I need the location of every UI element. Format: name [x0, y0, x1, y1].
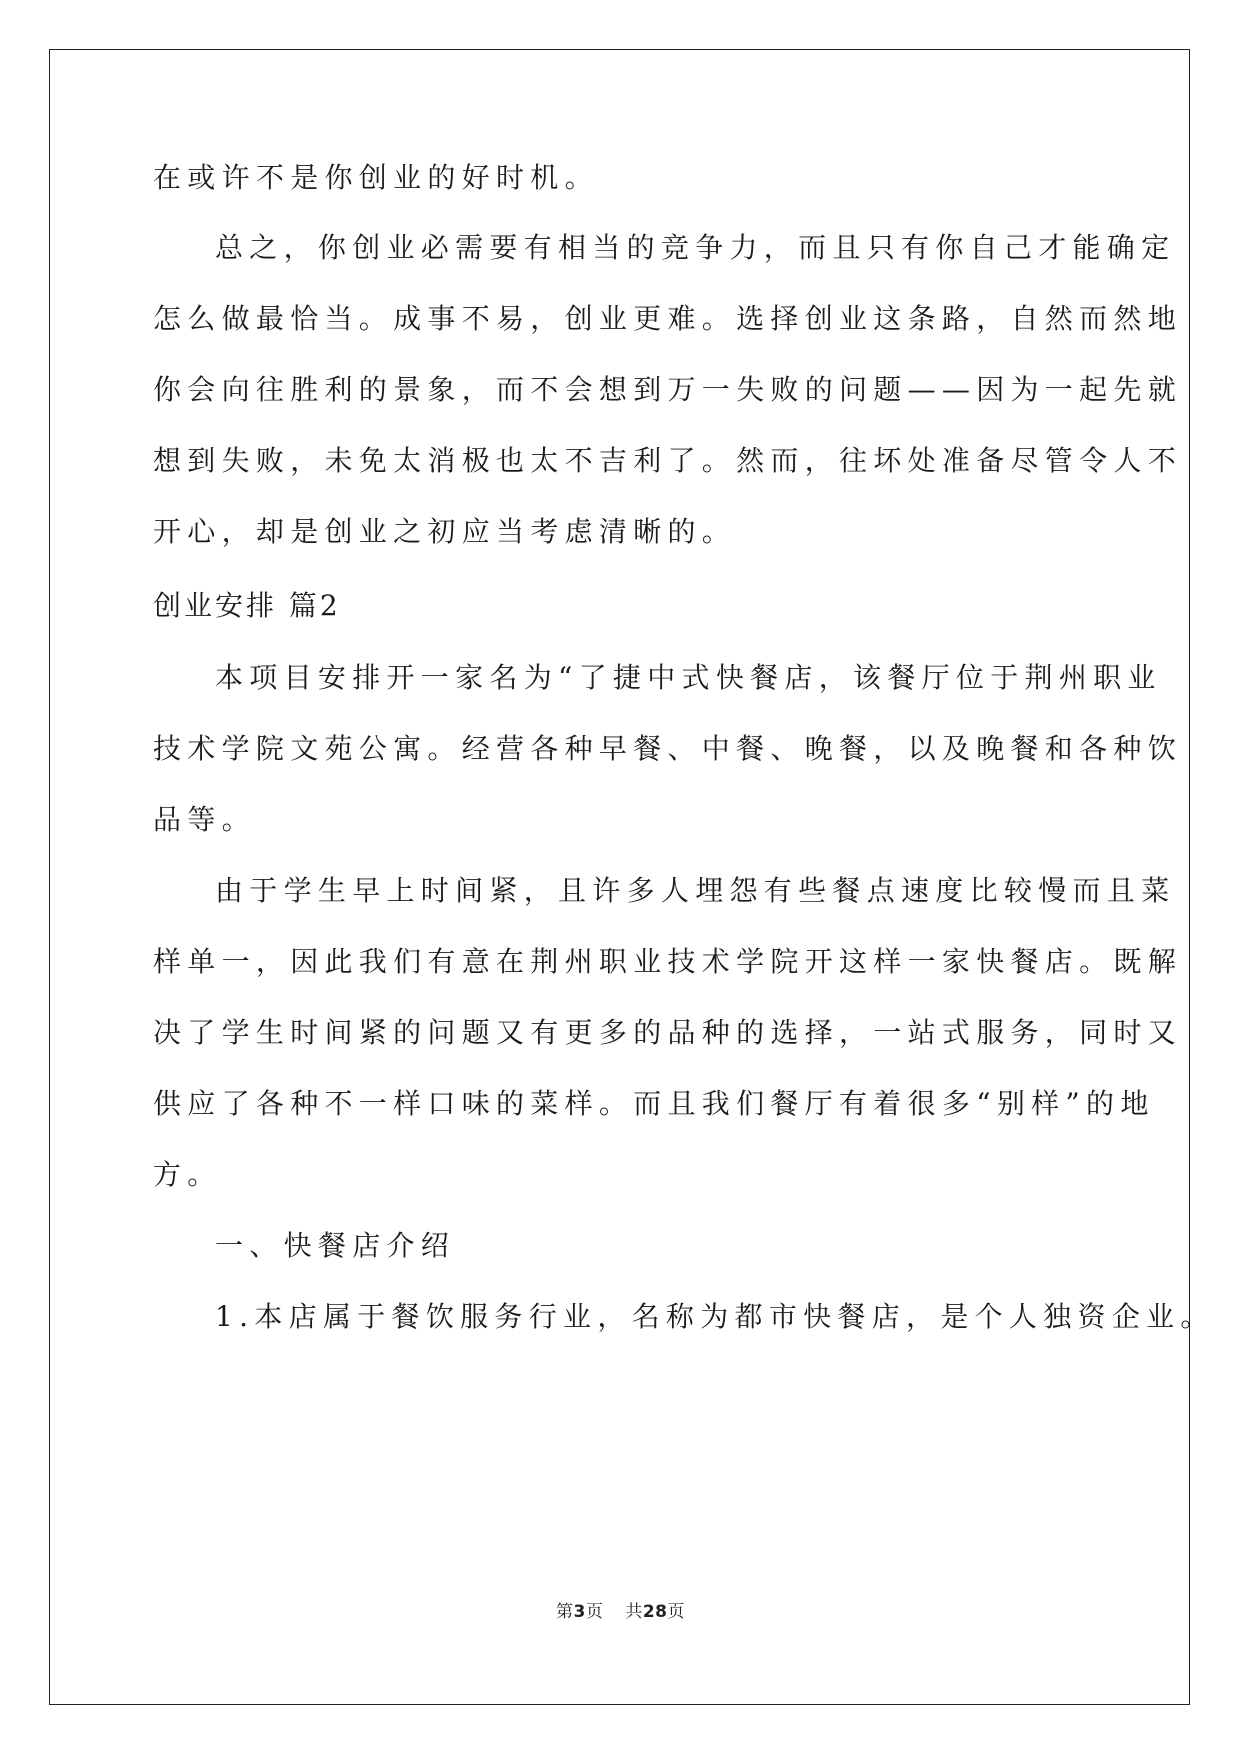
paragraph-line: 1.本店属于餐饮服务行业，名称为都市快餐店，是个人独资企业。	[215, 1300, 1215, 1333]
page-suffix: 页	[585, 1602, 604, 1622]
paragraph-line: 本项目安排开一家名为“了捷中式快餐店，该餐厅位于荆州职业	[215, 661, 1162, 694]
total-pages: 28	[642, 1602, 668, 1622]
page-number: 3	[573, 1602, 586, 1622]
paragraph-line: 想到失败，未免太消极也太不吉利了。然而，往坏处准备尽管令人不	[153, 444, 1183, 477]
subsection-heading: 一、快餐店介绍	[215, 1229, 456, 1262]
paragraph-line: 样单一，因此我们有意在荆州职业技术学院开这样一家快餐店。既解	[153, 945, 1183, 978]
paragraph-line: 技术学院文苑公寓。经营各种早餐、中餐、晚餐，以及晚餐和各种饮	[153, 732, 1183, 765]
total-prefix: 共	[625, 1602, 643, 1622]
paragraph-line: 品等。	[153, 803, 256, 836]
paragraph-line: 在或许不是你创业的好时机。	[153, 161, 599, 194]
paragraph-line: 怎么做最恰当。成事不易，创业更难。选择创业这条路，自然而然地	[153, 302, 1183, 335]
paragraph-line: 由于学生早上时间紧，且许多人埋怨有些餐点速度比较慢而且菜	[215, 874, 1176, 907]
section-heading: 创业安排 篇2	[153, 589, 341, 622]
paragraph-line: 总之，你创业必需要有相当的竞争力，而且只有你自己才能确定	[215, 231, 1176, 264]
paragraph-line: 决了学生时间紧的问题又有更多的品种的选择，一站式服务，同时又	[153, 1016, 1183, 1049]
paragraph-line: 开心，却是创业之初应当考虑清晰的。	[153, 515, 737, 548]
paragraph-line: 方。	[153, 1158, 222, 1191]
page-prefix: 第	[555, 1602, 574, 1622]
page-footer	[0, 1597, 1241, 1622]
paragraph-line: 供应了各种不一样口味的菜样。而且我们餐厅有着很多“别样”的地	[153, 1087, 1155, 1120]
total-suffix: 页	[667, 1602, 685, 1622]
paragraph-line: 你会向往胜利的景象，而不会想到万一失败的问题——因为一起先就	[153, 373, 1183, 406]
